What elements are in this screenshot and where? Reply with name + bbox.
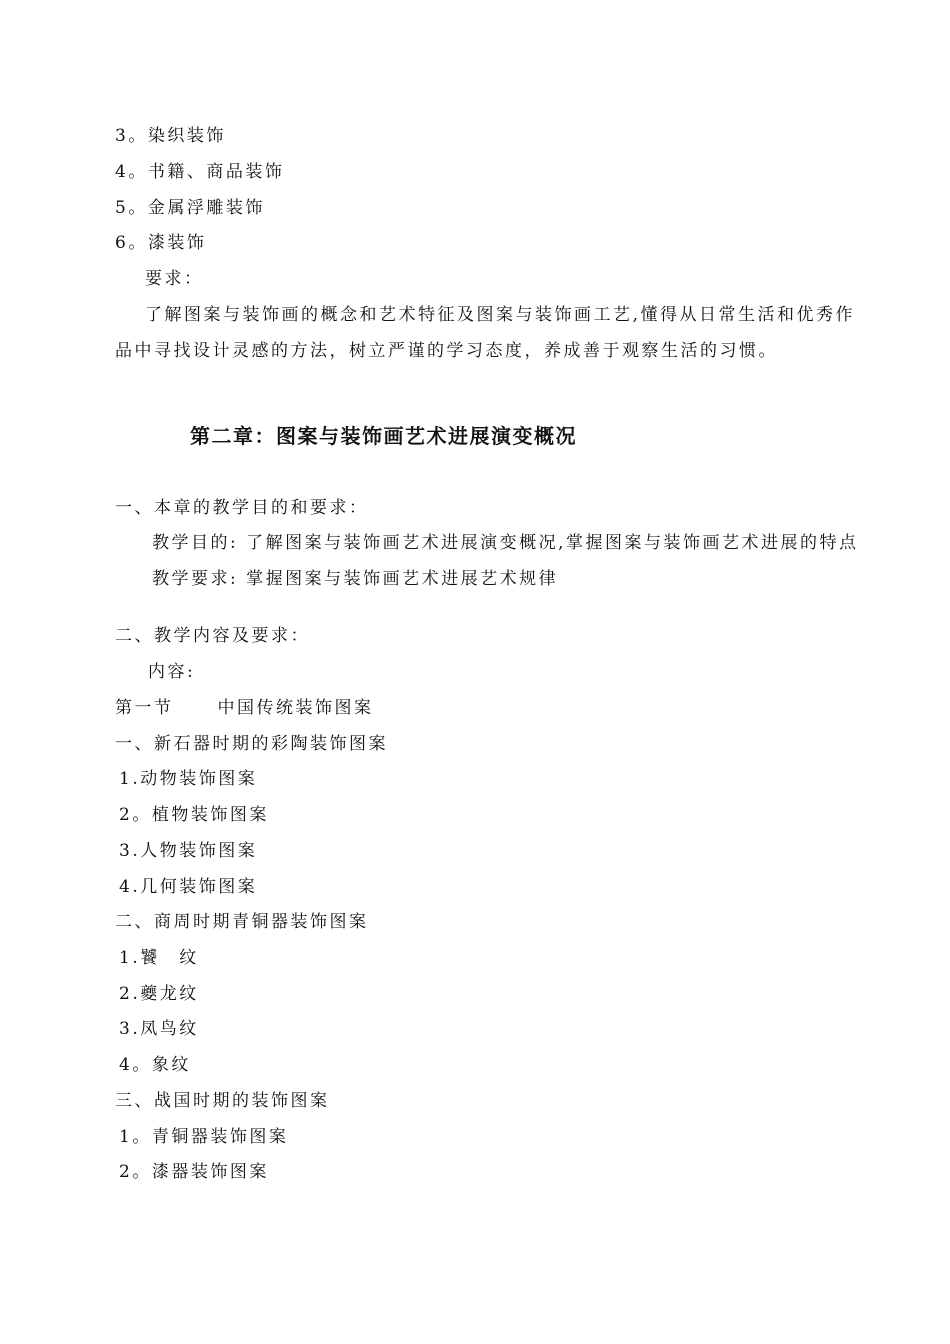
list-item: 3。染织装饰: [115, 126, 226, 146]
lesson-title: 中国传统装饰图案: [217, 698, 374, 718]
section-heading: 二、教学内容及要求：: [115, 626, 310, 646]
list-item: 4.几何装饰图案: [119, 877, 258, 897]
part-title: 三、战国时期的装饰图案: [115, 1091, 330, 1111]
list-item: 5。金属浮雕装饰: [115, 198, 265, 218]
chapter-title: 第二章：图案与装饰画艺术进展演变概况: [190, 424, 577, 448]
part-title: 一、新石器时期的彩陶装饰图案: [115, 734, 388, 754]
teaching-goal: 教学目的: 了解图案与装饰画艺术进展演变概况,掌握图案与装饰画艺术进展的特点: [152, 533, 859, 553]
list-item: 4。象纹: [119, 1055, 191, 1075]
list-item: 1。青铜器装饰图案: [119, 1127, 289, 1147]
list-item: 3.人物装饰图案: [119, 841, 258, 861]
lesson-heading: [115, 697, 374, 719]
list-item: 3.凤鸟纹: [119, 1019, 199, 1039]
requirement-label: 要求：: [145, 269, 204, 289]
part-title: 二、商周时期青铜器装饰图案: [115, 912, 369, 932]
list-item: 1.饕 纹: [119, 948, 199, 968]
section-heading: 一、本章的教学目的和要求：: [115, 498, 369, 518]
list-item: 6。漆装饰: [115, 233, 207, 253]
list-item: 2。植物装饰图案: [119, 805, 269, 825]
list-item: 2。漆器装饰图案: [119, 1162, 269, 1182]
list-item: 2.夔龙纹: [119, 984, 199, 1004]
list-item: 4。书籍、商品装饰: [115, 162, 285, 182]
list-item: 1.动物装饰图案: [119, 769, 258, 789]
teaching-requirement: 教学要求: 掌握图案与装饰画艺术进展艺术规律: [152, 569, 559, 589]
lesson-number: 第一节: [115, 698, 174, 718]
requirement-paragraph: 了解图案与装饰画的概念和艺术特征及图案与装饰画工艺,懂得从日常生活和优秀作品中寻找设计灵感的方法，树立严谨的学习态度，养成善于观察生活的习惯。: [115, 305, 855, 361]
content-label: 内容:: [148, 662, 196, 682]
